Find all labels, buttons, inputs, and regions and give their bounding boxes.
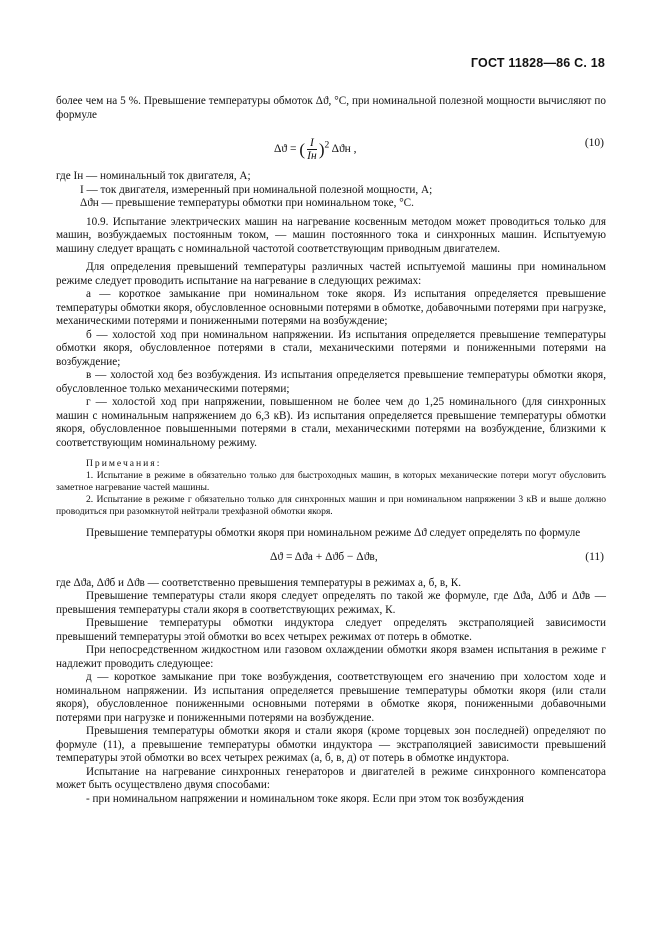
paragraph-steel-rise: Превышение температуры стали якоря следует определять по такой же формуле, где Δϑа, Δϑб и Δϑв — превышения температуры стали якоря в соответствующих режимах, К.	[56, 590, 606, 616]
definition-temperature-rise: Δϑн — превышение температуры обмотки при номинальном токе, °С.	[80, 197, 414, 209]
mode-b: б — холостой ход при номинальном напряжении. Из испытания определяется превышение температуры обмотки якоря, обусловленное потерями в стали, механическими потерями и пониженными потерями на возбуждение;	[56, 328, 606, 368]
paragraph-formula-11-defs: где Δϑа, Δϑб и Δϑв — соответственно превышения температуры в режимах а, б, в, К.	[56, 576, 462, 589]
formula-11	[56, 549, 606, 571]
paragraph-modes-intro: Для определения превышений температуры различных частей испытуемой машины при номинальном режиме следует проводить испытание на нагревание в следующих режимах:	[56, 261, 606, 287]
notes-block	[56, 458, 606, 518]
mode-g: г — холостой ход при напряжении, повышенном не более чем до 1,25 номинального (для синхронных машин с номинальным напряжением до 6,3 кВ). Из испытания определяется превышение температуры обмотки якоря, обусловленное повышенными потерями в стали, механическими потерями на возбуждение, близкими к соответствующим номинальному режиму.	[56, 396, 606, 449]
paragraph-formula-11-intro: Превышение температуры обмотки якоря при номинальном режиме Δϑ следует определять по формуле	[86, 527, 581, 539]
definition-current: I — ток двигателя, измеренный при номинальной полезной мощности, А;	[80, 183, 433, 196]
mode-a: а — короткое замыкание при номинальном токе якоря. Из испытания определяется превышение температуры обмотки якоря, обусловленное основными потерями в обмотке, добавочными потерями при нагрузке, механическими потерями и пониженными потерями на возбуждение;	[56, 288, 606, 327]
paragraph-formula-11-use: Превышения температуры обмотки якоря и стали якоря (кроме торцевых зон последней) определяют по формуле (11), а превышение температуры обмотки индуктора — экстраполяцией зависимости превышений температуры этой обмотки во всех четырех режимах (а, б, в, д) от потерь в обмотке индуктора.	[56, 725, 606, 764]
page-content	[56, 95, 606, 806]
paragraph-10-9: 10.9. Испытание электрических машин на нагревание косвенным методом может проводиться только для машин, возбуждаемых постоянным током, — машин постоянного тока и синхронных машин. Испытуемую машину следует вращать с номинальной частотой соответствующим приводным двигателем.	[56, 215, 606, 255]
note-2: 2. Испытание в режиме г обязательно только для синхронных машин и при номинальном напряжении 3 кВ и выше должно проводиться при разомкнутой нейтрали трехфазной обмотки якоря.	[56, 494, 606, 517]
formula-11-expression: Δϑ = Δϑа + Δϑб − Δϑв,	[270, 550, 378, 563]
paragraph-compensator-test: Испытание на нагревание синхронных генераторов и двигателей в режиме синхронного компенсатора может быть осуществлено двумя способами:	[56, 765, 606, 791]
formula-10	[56, 130, 606, 164]
definition-rated-current: где Iн — номинальный ток двигателя, А;	[56, 170, 251, 182]
notes-title: Примечания:	[86, 458, 162, 469]
page-header: ГОСТ 11828—86 С. 18	[470, 56, 605, 70]
paragraph-method-1: - при номинальном напряжении и номинальном токе якоря. Если при этом ток возбуждения	[86, 792, 524, 805]
paragraph-intro: более чем на 5 %. Превышение температуры обмоток Δϑ, °С, при номинальной полезной мощности вычисляют по формуле	[56, 95, 606, 121]
formula-10-fraction: $\frac{I}{Iн}$	[307, 137, 317, 162]
formula-10-expression: Δϑ = ( $\frac{I}{Iн}$ )$^2$ Δϑн ,	[274, 137, 357, 162]
formula-11-number: (11)	[585, 550, 604, 563]
mode-d: д — короткое замыкание при токе возбуждения, соответствующем его значению при холостом ходе и номинальном напряжении. Из испытания определяется превышение температуры обмотки якоря (или стали якоря), обусловленное пониженными основными потерями в обмотке якоря, пониженными добавочными потерями при нагрузке и пониженными потерями на возбуждение.	[56, 671, 606, 724]
paragraph-inductor-rise: Превышение температуры обмотки индуктора следует определять экстраполяцией зависимости превышений температуры этой обмотки во всех четырех режимах от потерь в обмотке.	[56, 617, 606, 643]
formula-10-number: (10)	[584, 137, 604, 149]
paragraph-direct-cooling: При непосредственном жидкостном или газовом охлаждении обмотки якоря взамен испытания в режиме г надлежит проводить следующее:	[56, 644, 606, 670]
note-1: 1. Испытание в режиме в обязательно только для быстроходных машин, в которых механические потери могут обусловить заметное нагревание частей машины.	[56, 470, 606, 493]
mode-v: в — холостой ход без возбуждения. Из испытания определяется превышение температуры обмотки якоря, обусловленное только механическими потерями;	[56, 369, 606, 395]
